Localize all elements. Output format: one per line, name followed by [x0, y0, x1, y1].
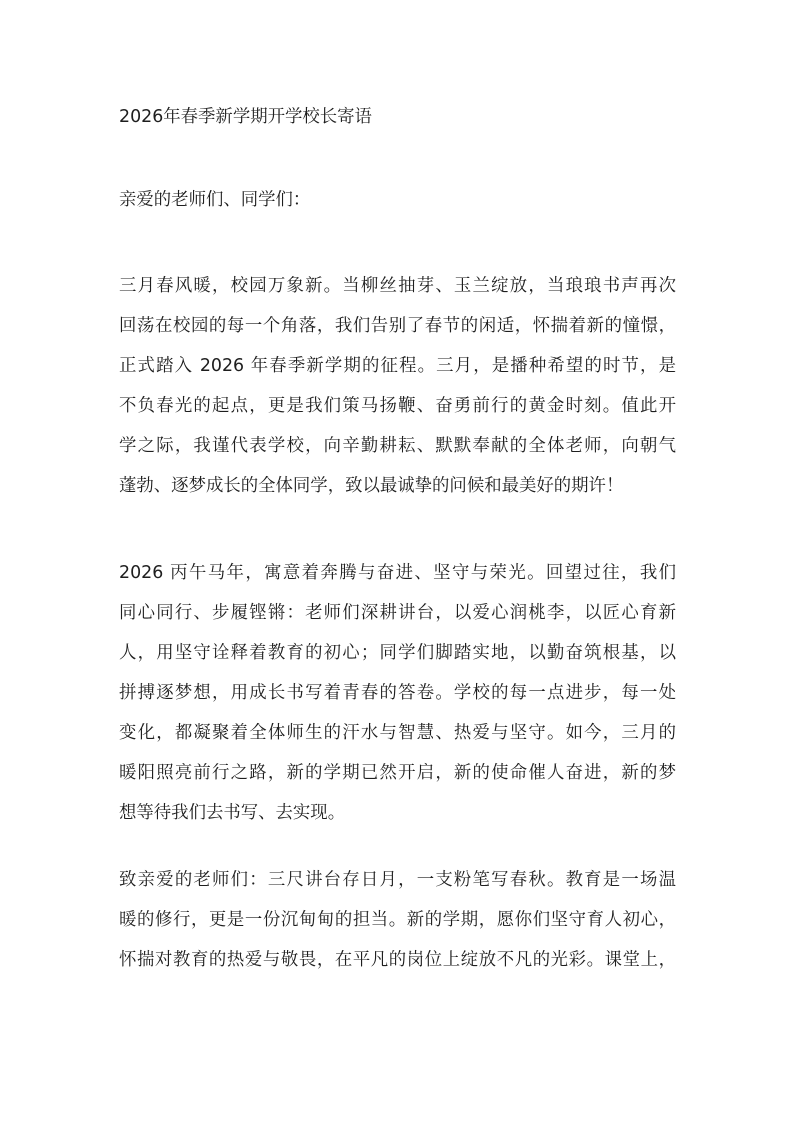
paragraph-1: [119, 266, 676, 506]
paragraph-line: 2026 丙午马年，寓意着奔腾与奋进、坚守与荣光。回望过往，我们: [119, 563, 676, 583]
paragraph-line: 变化，都凝聚着全体师生的汗水与智慧、热爱与坚守。如今，三月的: [119, 723, 676, 743]
paragraph-line: 怀揣对教育的热爱与敬畏，在平凡的岗位上绽放不凡的光彩。课堂上，: [119, 950, 676, 970]
paragraph-line: 想等待我们去书写、去实现。: [119, 803, 346, 823]
paragraph-line: 蓬勃、逐梦成长的全体同学，致以最诚挚的问候和最美好的期许！: [119, 476, 624, 496]
paragraph-line: 同心同行、步履铿锵：老师们深耕讲台，以爱心润桃李，以匠心育新: [119, 603, 676, 623]
title-text: 2026年春季新学期开学校长寄语: [119, 107, 372, 127]
paragraph-3: [119, 860, 676, 980]
paragraph-line: 回荡在校园的每一个角落，我们告别了春节的闲适，怀揣着新的憧憬，: [119, 316, 676, 336]
paragraph-line: 致亲爱的老师们：三尺讲台存日月，一支粉笔写春秋。教育是一场温: [119, 870, 676, 890]
greeting-text: 亲爱的老师们、同学们：: [119, 190, 311, 210]
document-title: [119, 97, 676, 137]
paragraph-line: 拼搏逐梦想，用成长书写着青春的答卷。学校的每一点进步，每一处: [119, 683, 676, 703]
greeting: [119, 180, 676, 220]
paragraph-2: [119, 553, 676, 833]
paragraph-line: 暖阳照亮前行之路，新的学期已然开启，新的使命催人奋进，新的梦: [119, 763, 676, 783]
paragraph-line: 暖的修行，更是一份沉甸甸的担当。新的学期，愿你们坚守育人初心，: [119, 910, 676, 930]
paragraph-line: 三月春风暖，校园万象新。当柳丝抽芽、玉兰绽放，当琅琅书声再次: [119, 276, 676, 296]
paragraph-line: 不负春光的起点，更是我们策马扬鞭、奋勇前行的黄金时刻。值此开: [119, 396, 676, 416]
paragraph-line: 学之际，我谨代表学校，向辛勤耕耘、默默奉献的全体老师，向朝气: [119, 436, 676, 456]
paragraph-line: 正式踏入 2026 年春季新学期的征程。三月，是播种希望的时节，是: [119, 356, 676, 376]
paragraph-line: 人，用坚守诠释着教育的初心；同学们脚踏实地，以勤奋筑根基，以: [119, 643, 676, 663]
